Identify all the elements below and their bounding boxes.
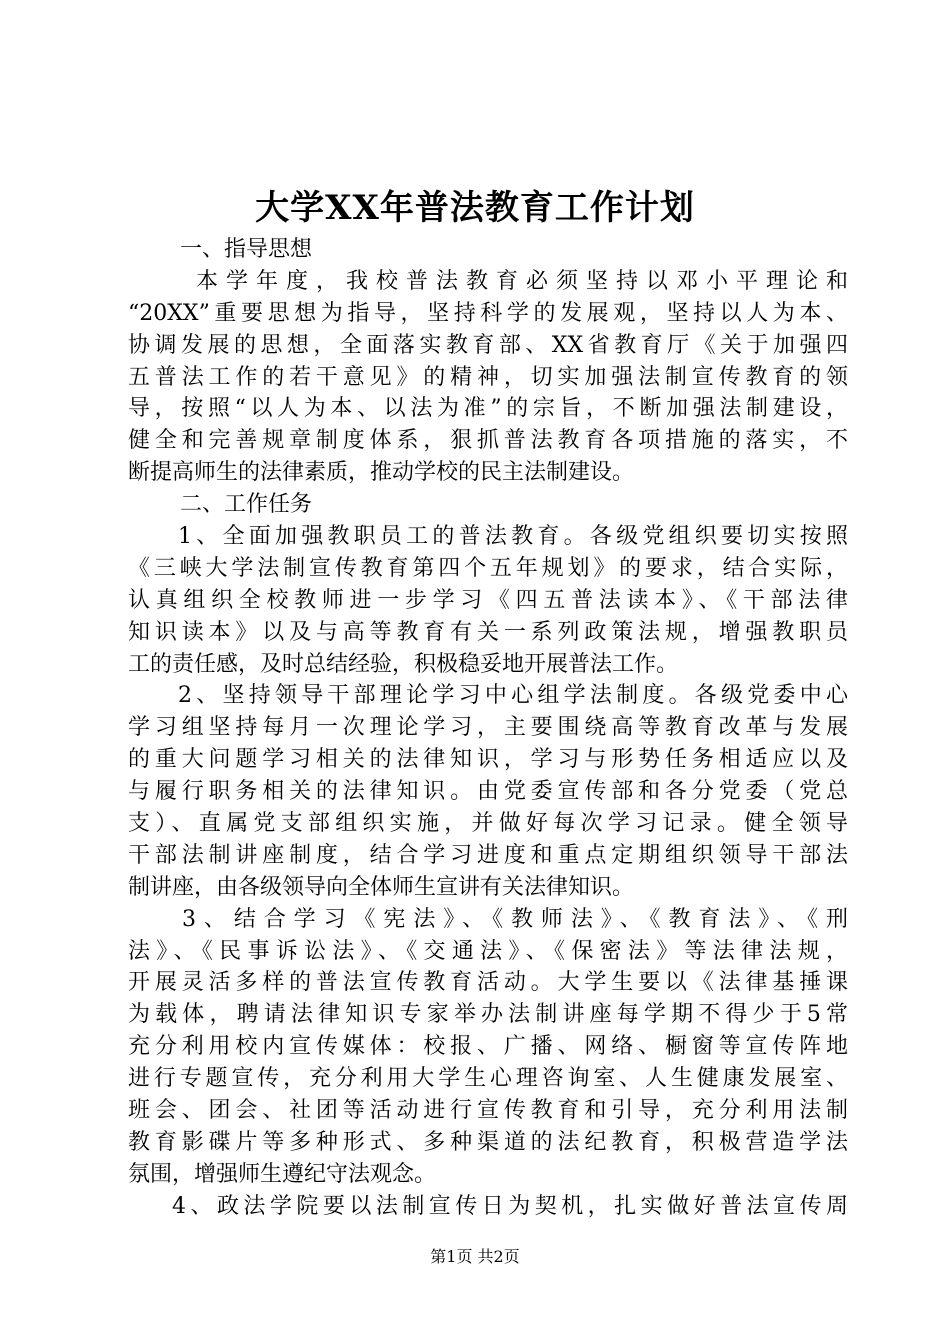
- text-line: 法》、《民事诉讼法》、《交通法》、《保密法》等法律法规，: [128, 938, 848, 964]
- text-line: 协调发展的思想，全面落实教育部、XX省教育厅《关于加强四: [128, 332, 848, 358]
- text-line: 教育影碟片等多种形式、多种渠道的法纪教育，积极营造学法: [128, 1129, 848, 1155]
- text-line: 制讲座，由各级领导向全体师生宣讲有关法律知识。: [128, 874, 635, 900]
- text-line: 知识读本》以及与高等教育有关一系列政策法规，增强教职员: [128, 619, 848, 645]
- text-line: 氛围，增强师生遵纪守法观念。: [128, 1161, 437, 1187]
- text-line: 开展灵活多样的普法宣传教育活动。大学生要以《法律基捶课: [128, 970, 848, 996]
- text-line: 断提高师生的法律素质，推动学校的民主法制建设。: [128, 460, 635, 486]
- document-title: 大学XX年普法教育工作计划: [255, 188, 695, 228]
- text-line: 导，按照“以人为本、以法为准”的宗旨，不断加强法制建设，: [128, 396, 848, 422]
- text-line: 4、政法学院要以法制宣传日为契机，扎实做好普法宣传周: [172, 1193, 848, 1219]
- text-line: 本学年度，我校普法教育必须坚持以邓小平理论和: [196, 268, 848, 294]
- text-line: 干部法制讲座制度，结合学习进度和重点定期组织领导干部法: [128, 842, 848, 868]
- document-body: [128, 234, 848, 1223]
- text-line: 进行专题宣传，充分利用大学生心理咨询室、人生健康发展室、: [128, 1066, 848, 1092]
- text-line: 二、工作任务: [180, 492, 313, 518]
- page-footer: 第1页 共2页: [430, 1247, 520, 1266]
- text-line: 为载体，聘请法律知识专家举办法制讲座每学期不得少于5常: [128, 1002, 848, 1028]
- text-line: 充分利用校内宣传媒体：校报、广播、网络、橱窗等宣传阵地: [128, 1034, 848, 1060]
- text-line: 3、结合学习《宪法》、《教师法》、《教育法》、《刑: [182, 906, 848, 932]
- text-line: 《三峡大学法制宣传教育第四个五年规划》的要求，结合实际，: [128, 555, 848, 581]
- text-line: 的重大问题学习相关的法律知识，学习与形势任务相适应以及: [128, 747, 848, 773]
- text-line: “20XX”重要思想为指导，坚持科学的发展观，坚持以人为本、: [128, 300, 848, 326]
- text-line: 健全和完善规章制度体系，狠抓普法教育各项措施的落实，不: [128, 428, 848, 454]
- text-line: 一、指导思想: [180, 237, 313, 262]
- text-line: 学习组坚持每月一次理论学习，主要围绕高等教育改革与发展: [128, 715, 848, 741]
- text-line: 支）、直属党支部组织实施，并做好每次学习记录。健全领导: [128, 811, 848, 837]
- text-line: 1、全面加强教职员工的普法教育。各级党组织要切实按照: [178, 524, 848, 550]
- text-line: 工的责任感，及时总结经验，积极稳妥地开展普法工作。: [128, 651, 679, 677]
- text-line: 认真组织全校教师进一步学习《四五普法读本》、《干部法律: [128, 587, 848, 613]
- text-line: 2、坚持领导干部理论学习中心组学法制度。各级党委中心: [178, 683, 848, 709]
- text-line: 班会、团会、社团等活动进行宣传教育和引导，充分利用法制: [128, 1098, 848, 1124]
- text-line: 五普法工作的若干意见》的精神，切实加强法制宣传教育的领: [128, 364, 848, 390]
- text-line: 与履行职务相关的法律知识。由党委宣传部和各分党委（党总: [128, 779, 848, 805]
